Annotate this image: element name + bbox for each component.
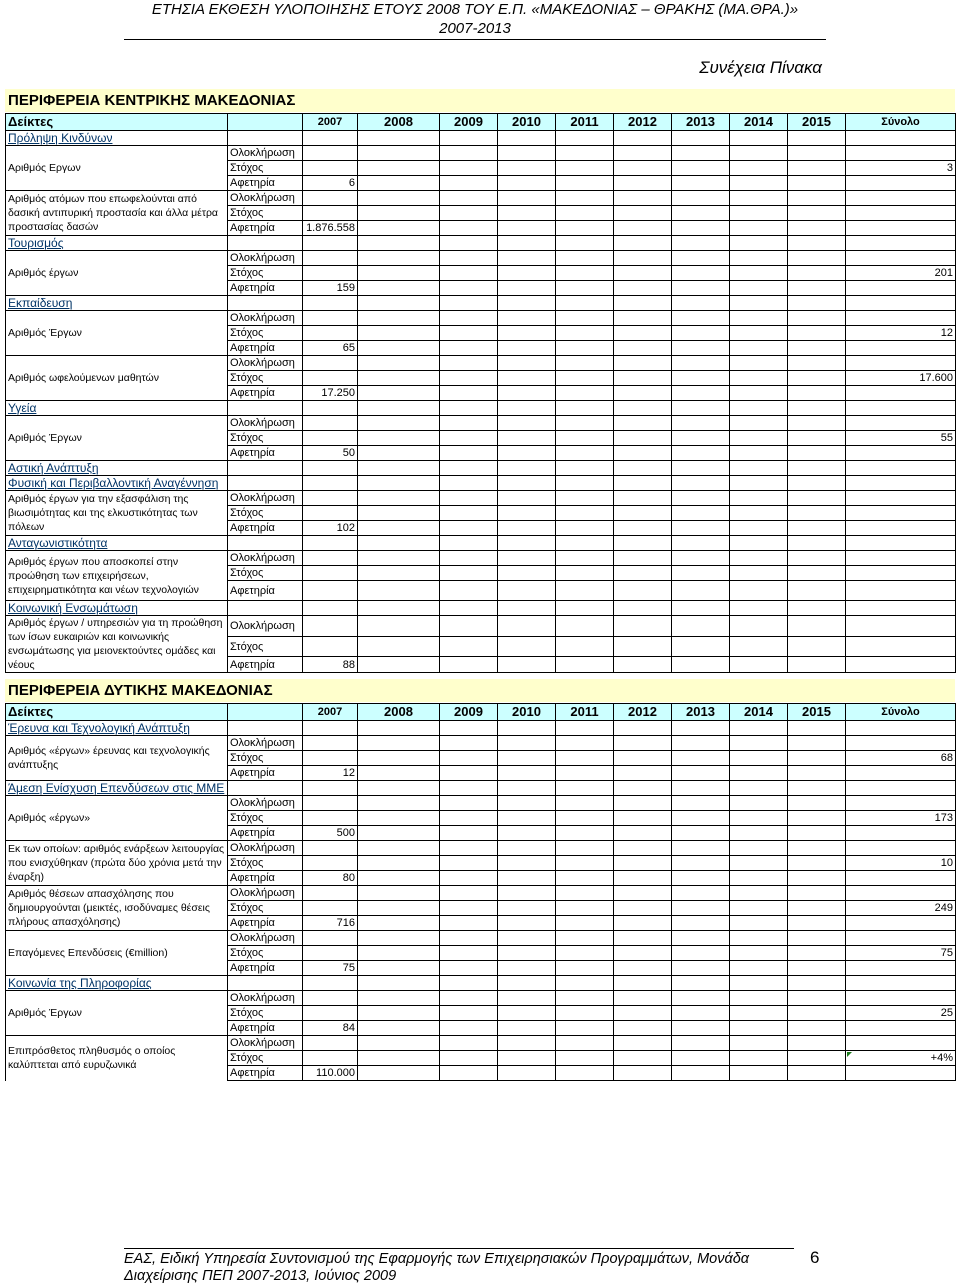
indicator-label: Αριθμός θέσεων απασχόλησης που δημιουργούνται (μεικτές, ισοδύναμες θέσεις πλήρους απασχόλησης) bbox=[6, 886, 228, 931]
target-total: 68 bbox=[846, 751, 956, 766]
row-kind: Ολοκλήρωση bbox=[228, 146, 303, 161]
target-total: 17.600 bbox=[846, 371, 956, 386]
page-footer: ΕΑΣ, Ειδική Υπηρεσία Συντονισμού της Εφαρμογής των Επιχειρησιακών Προγραμμάτων, Μονάδα Διαχείρισης ΠΕΠ 2007-2013, Ιούνιος 2009 bbox=[124, 1248, 794, 1284]
row-kind: Αφετηρία bbox=[228, 657, 303, 673]
section-title: Πρόληψη Κινδύνων bbox=[6, 131, 228, 146]
page-header bbox=[124, 0, 826, 40]
target-total: 55 bbox=[846, 431, 956, 446]
indicator-label: Αριθμός έργων / υπηρεσιών για τη προώθηση των ίσων ευκαιριών και κοινωνικής ενσωμάτωσης για μειονεκτούντες ομάδες και νέους bbox=[6, 616, 228, 673]
header-period: 2007-2013 bbox=[439, 20, 511, 37]
indicator-label: Αριθμός «έργων» έρευνας και τεχνολογικής ανάπτυξης bbox=[6, 736, 228, 781]
section-title: Αστική Ανάπτυξη bbox=[6, 461, 228, 476]
row-kind: Αφετηρία bbox=[228, 386, 303, 401]
row-kind: Ολοκλήρωση bbox=[228, 416, 303, 431]
row-kind: Αφετηρία bbox=[228, 581, 303, 601]
col-year: 2011 bbox=[556, 114, 614, 131]
baseline-value: 6 bbox=[303, 176, 358, 191]
baseline-value: 75 bbox=[303, 961, 358, 976]
target-total: 75 bbox=[846, 946, 956, 961]
indicator-label: Επαγόμενες Επενδύσεις (€million) bbox=[6, 931, 228, 976]
col-year: 2011 bbox=[556, 704, 614, 721]
col-year: 2009 bbox=[440, 704, 498, 721]
indicator-label: Αριθμός «έργων» bbox=[6, 796, 228, 841]
row-kind: Αφετηρία bbox=[228, 341, 303, 356]
row-kind: Ολοκλήρωση bbox=[228, 251, 303, 266]
row-kind: Αφετηρία bbox=[228, 766, 303, 781]
section-title: Έρευνα και Τεχνολογική Ανάπτυξη bbox=[6, 721, 228, 736]
col-year: 2013 bbox=[672, 704, 730, 721]
row-kind: Αφετηρία bbox=[228, 916, 303, 931]
indicator-label: Αριθμός Έργων bbox=[6, 311, 228, 356]
col-year: 2015 bbox=[788, 704, 846, 721]
row-kind: Ολοκλήρωση bbox=[228, 616, 303, 637]
row-kind: Αφετηρία bbox=[228, 826, 303, 841]
row-kind: Ολοκλήρωση bbox=[228, 491, 303, 506]
col-year: 2015 bbox=[788, 114, 846, 131]
baseline-value: 88 bbox=[303, 657, 358, 673]
table-header-row bbox=[6, 114, 956, 131]
row-kind: Ολοκλήρωση bbox=[228, 311, 303, 326]
row-kind: Αφετηρία bbox=[228, 221, 303, 236]
row-kind: Ολοκλήρωση bbox=[228, 191, 303, 206]
target-total: 201 bbox=[846, 266, 956, 281]
row-kind: Στόχος bbox=[228, 371, 303, 386]
col-indicators: Δείκτες bbox=[6, 704, 228, 721]
row-kind: Στόχος bbox=[228, 856, 303, 871]
indicator-label: Αριθμός Εργων bbox=[6, 146, 228, 191]
row-kind: Αφετηρία bbox=[228, 446, 303, 461]
baseline-value: 716 bbox=[303, 916, 358, 931]
row-kind: Στόχος bbox=[228, 506, 303, 521]
baseline-value: 50 bbox=[303, 446, 358, 461]
row-kind: Αφετηρία bbox=[228, 871, 303, 886]
col-year: 2008 bbox=[358, 114, 440, 131]
col-year: 2012 bbox=[614, 114, 672, 131]
row-kind: Στόχος bbox=[228, 326, 303, 341]
col-year: 2009 bbox=[440, 114, 498, 131]
indicator-label: Αριθμός Έργων bbox=[6, 416, 228, 461]
target-total: 12 bbox=[846, 326, 956, 341]
row-kind: Ολοκλήρωση bbox=[228, 736, 303, 751]
indicator-label: Αριθμός Έργων bbox=[6, 991, 228, 1036]
row-kind: Αφετηρία bbox=[228, 1066, 303, 1081]
row-kind: Αφετηρία bbox=[228, 521, 303, 536]
baseline-value: 1.876.558 bbox=[303, 221, 358, 236]
section-title: Ανταγωνιστικότητα bbox=[6, 536, 228, 551]
row-kind: Ολοκλήρωση bbox=[228, 1036, 303, 1051]
indicator-label: Αριθμός έργων για την εξασφάλιση της βιωσιμότητας και της ελκυστικότητας των πόλεων bbox=[6, 491, 228, 536]
row-kind: Ολοκλήρωση bbox=[228, 356, 303, 371]
baseline-value: 65 bbox=[303, 341, 358, 356]
target-total: 173 bbox=[846, 811, 956, 826]
row-kind: Ολοκλήρωση bbox=[228, 796, 303, 811]
row-kind: Αφετηρία bbox=[228, 961, 303, 976]
indicator-label: Επιπρόσθετος πληθυσμός ο οποίος καλύπτεται από ευρυζωνικά bbox=[6, 1036, 228, 1081]
indicators-table-central-macedonia bbox=[5, 113, 956, 673]
row-kind: Ολοκλήρωση bbox=[228, 991, 303, 1006]
section-title: Άμεση Ενίσχυση Επενδύσεων στις ΜΜΕ bbox=[6, 781, 228, 796]
baseline-value: 102 bbox=[303, 521, 358, 536]
row-kind: Στόχος bbox=[228, 161, 303, 176]
row-kind: Στόχος bbox=[228, 751, 303, 766]
row-kind: Στόχος bbox=[228, 266, 303, 281]
col-year: 2013 bbox=[672, 114, 730, 131]
col-total: Σύνολο bbox=[846, 704, 956, 721]
row-kind: Αφετηρία bbox=[228, 281, 303, 296]
section-title: Κοινωνία της Πληροφορίας bbox=[6, 976, 228, 991]
indicator-label: Αριθμός έργων που αποσκοπεί στην προώθηση των επιχειρήσεων, επιχειρηματικότητα και νέων τεχνολογιών bbox=[6, 551, 228, 601]
col-year: 2007 bbox=[303, 704, 358, 721]
baseline-value: 12 bbox=[303, 766, 358, 781]
header-title: ΕΤΗΣΙΑ ΕΚΘΕΣΗ ΥΛΟΠΟΙΗΣΗΣ ΕΤΟΥΣ 2008 ΤΟΥ Ε.Π. «ΜΑΚΕΔΟΝΙΑΣ – ΘΡΑΚΗΣ (ΜΑ.ΘΡΑ.)» bbox=[151, 1, 799, 18]
baseline-value: 159 bbox=[303, 281, 358, 296]
row-kind: Στόχος bbox=[228, 946, 303, 961]
row-kind: Στόχος bbox=[228, 431, 303, 446]
col-year: 2014 bbox=[730, 704, 788, 721]
row-kind: Στόχος bbox=[228, 636, 303, 657]
row-kind: Στόχος bbox=[228, 901, 303, 916]
section-title: Φυσική και Περιβαλλοντική Αναγέννηση bbox=[6, 476, 228, 491]
col-year: 2010 bbox=[498, 704, 556, 721]
target-total: 249 bbox=[846, 901, 956, 916]
col-year: 2010 bbox=[498, 114, 556, 131]
page-number: 6 bbox=[810, 1248, 820, 1267]
region-title-central-macedonia: ΠΕΡΙΦΕΡΕΙΑ ΚΕΝΤΡΙΚΗΣ ΜΑΚΕΔΟΝΙΑΣ bbox=[5, 89, 955, 112]
target-total-cell bbox=[846, 1051, 956, 1066]
row-kind: Αφετηρία bbox=[228, 1021, 303, 1036]
section-title: Κοινωνική Ενσωμάτωση bbox=[6, 601, 228, 616]
indicators-table-western-macedonia bbox=[5, 703, 956, 1081]
continuation-note: Συνέχεια Πίνακα bbox=[699, 58, 822, 77]
baseline-value: 500 bbox=[303, 826, 358, 841]
target-total: 25 bbox=[846, 1006, 956, 1021]
row-kind: Στόχος bbox=[228, 566, 303, 581]
indicator-label: Αριθμός ωφελούμενων μαθητών bbox=[6, 356, 228, 401]
row-kind: Ολοκλήρωση bbox=[228, 931, 303, 946]
baseline-value: 80 bbox=[303, 871, 358, 886]
target-total: 10 bbox=[846, 856, 956, 871]
row-kind: Στόχος bbox=[228, 1006, 303, 1021]
col-indicators: Δείκτες bbox=[6, 114, 228, 131]
comment-marker-icon bbox=[847, 1052, 852, 1057]
section-title: Υγεία bbox=[6, 401, 228, 416]
row-kind: Ολοκλήρωση bbox=[228, 841, 303, 856]
table-header-row bbox=[6, 704, 956, 721]
baseline-value: 17.250 bbox=[303, 386, 358, 401]
indicator-label: Αριθμός έργων bbox=[6, 251, 228, 296]
col-year: 2008 bbox=[358, 704, 440, 721]
indicator-label: Εκ των οποίων: αριθμός ενάρξεων λειτουργίας που ενισχύθηκαν (πρώτα δύο χρόνια μετά την έναρξη) bbox=[6, 841, 228, 886]
section-title: Τουρισμός bbox=[6, 236, 228, 251]
row-kind: Αφετηρία bbox=[228, 176, 303, 191]
baseline-value: 110.000 bbox=[303, 1066, 358, 1081]
col-year: 2014 bbox=[730, 114, 788, 131]
row-kind: Στόχος bbox=[228, 206, 303, 221]
col-year: 2012 bbox=[614, 704, 672, 721]
row-kind: Στόχος bbox=[228, 811, 303, 826]
section-title: Εκπαίδευση bbox=[6, 296, 228, 311]
row-kind: Ολοκλήρωση bbox=[228, 886, 303, 901]
baseline-value: 84 bbox=[303, 1021, 358, 1036]
col-total: Σύνολο bbox=[846, 114, 956, 131]
target-total: 3 bbox=[846, 161, 956, 176]
row-kind: Ολοκλήρωση bbox=[228, 551, 303, 566]
region-title-western-macedonia: ΠΕΡΙΦΕΡΕΙΑ ΔΥΤΙΚΗΣ ΜΑΚΕΔΟΝΙΑΣ bbox=[5, 679, 955, 702]
indicator-label: Αριθμός ατόμων που επωφελούνται από δασική αντιπυρική προστασία και άλλα μέτρα προστασίας δασών bbox=[6, 191, 228, 236]
col-year: 2007 bbox=[303, 114, 358, 131]
target-total: +4% bbox=[930, 1052, 953, 1064]
row-kind: Στόχος bbox=[228, 1051, 303, 1066]
